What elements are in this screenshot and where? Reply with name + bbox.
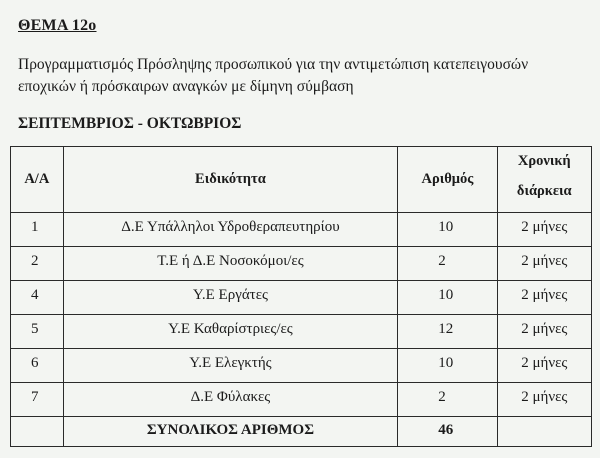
cell-aa: 2: [11, 247, 64, 281]
cell-duration: 2 μήνες: [497, 213, 591, 247]
cell-number: 10: [398, 281, 497, 315]
total-empty-cell: [11, 417, 64, 447]
header-aa: Α/Α: [11, 147, 64, 213]
period-title: ΣΕΠΤΕΜΒΡΙΟΣ - ΟΚΤΩΒΡΙΟΣ: [18, 115, 242, 132]
table-total-row: [11, 417, 592, 447]
table-header-row: [11, 147, 592, 213]
cell-aa: 5: [11, 315, 64, 349]
cell-number: 12: [398, 315, 497, 349]
table-row: [11, 247, 592, 281]
cell-specialty: Δ.Ε Φύλακες: [63, 383, 398, 417]
intro-paragraph: [18, 54, 592, 98]
staffing-table: [10, 146, 592, 447]
cell-specialty: Υ.Ε Καθαρίστριες/ες: [63, 315, 398, 349]
header-duration: [497, 147, 591, 213]
cell-number: 10: [398, 349, 497, 383]
cell-number: 10: [398, 213, 497, 247]
header-duration-line-1: Χρονική: [517, 153, 571, 169]
cell-aa: 1: [11, 213, 64, 247]
table-row: [11, 281, 592, 315]
table-row: [11, 383, 592, 417]
total-label: ΣΥΝΟΛΙΚΟΣ ΑΡΙΘΜΟΣ: [63, 417, 398, 447]
header-number: Αριθμός: [398, 147, 497, 213]
total-number: 46: [398, 417, 497, 447]
cell-specialty: Υ.Ε Ελεγκτής: [63, 349, 398, 383]
cell-duration: 2 μήνες: [497, 315, 591, 349]
cell-aa: 6: [11, 349, 64, 383]
cell-aa: 4: [11, 281, 64, 315]
table-row: [11, 315, 592, 349]
cell-duration: 2 μήνες: [497, 247, 591, 281]
cell-number: 2: [398, 247, 497, 281]
cell-specialty: Δ.Ε Υπάλληλοι Υδροθεραπευτηρίου: [63, 213, 398, 247]
intro-line-2: εποχικών ή πρόσκαιρων αναγκών με δίμηνη σύμβαση: [18, 78, 354, 95]
cell-aa: 7: [11, 383, 64, 417]
table-row: [11, 213, 592, 247]
cell-specialty: Υ.Ε Εργάτες: [63, 281, 398, 315]
cell-number: 2: [398, 383, 497, 417]
cell-duration: 2 μήνες: [497, 383, 591, 417]
cell-specialty: Τ.Ε ή Δ.Ε Νοσοκόμοι/ες: [63, 247, 398, 281]
intro-line-1: Προγραμματισμός Πρόσληψης προσωπικού για την αντιμετώπιση κατεπειγουσών: [18, 56, 529, 73]
document-heading: ΘΕΜΑ 12ο: [18, 17, 97, 34]
table-row: [11, 349, 592, 383]
header-duration-line-2: διάρκεια: [516, 183, 572, 199]
cell-duration: 2 μήνες: [497, 281, 591, 315]
cell-duration: 2 μήνες: [497, 349, 591, 383]
total-duration-empty-cell: [497, 417, 591, 447]
header-specialty: Ειδικότητα: [63, 147, 398, 213]
